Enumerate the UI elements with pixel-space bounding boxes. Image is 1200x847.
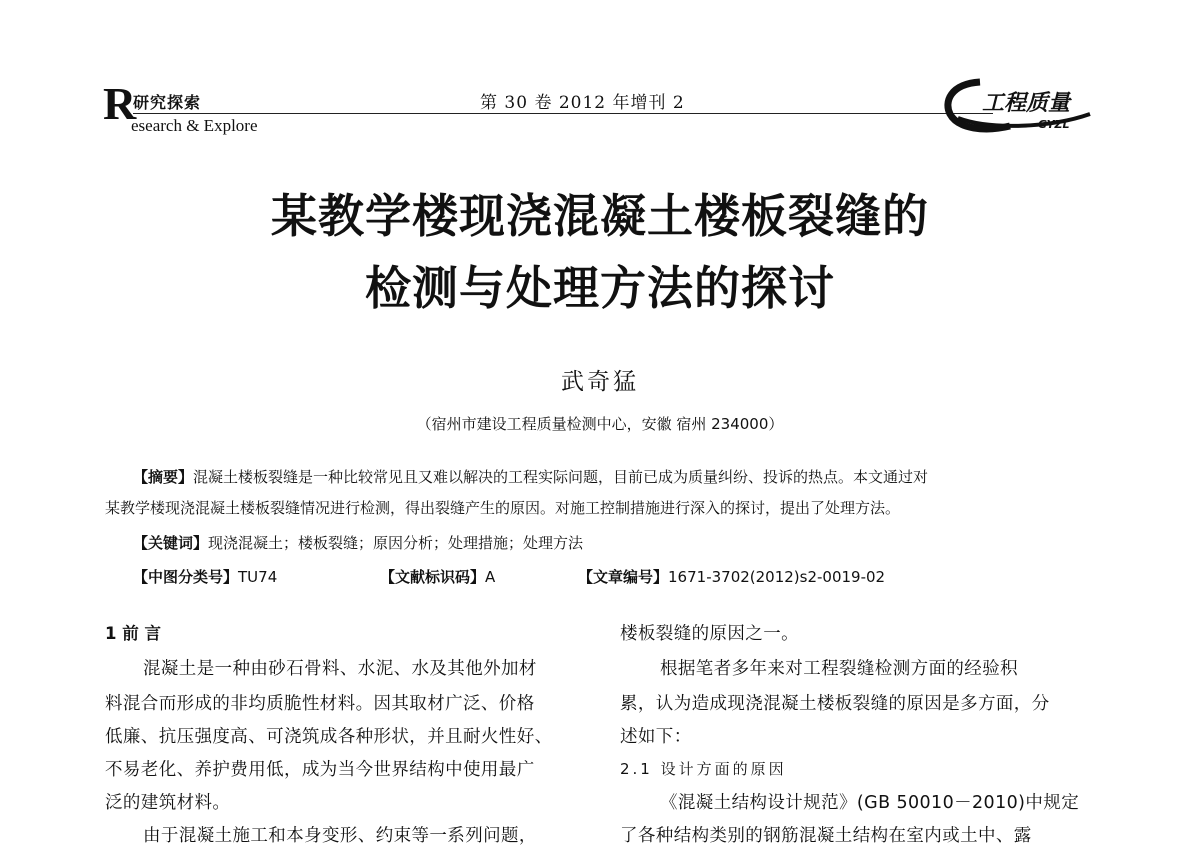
keywords-label: 【关键词】 <box>133 534 209 552</box>
left-col-line: 泛的建筑材料。 <box>105 793 231 813</box>
author-affiliation: （宿州市建设工程质量检测中心，安徽 宿州 234000） <box>416 415 784 433</box>
doc-code-value: A <box>485 568 496 586</box>
abstract-text-1: 混凝土楼板裂缝是一种比较常见且又难以解决的工程实际问题，目前已成为质量纠纷、投诉的热点。本文通过对 <box>193 468 929 486</box>
author-name: 武奇猛 <box>561 369 639 395</box>
abstract-line-1 <box>133 466 928 487</box>
clc-label: 【中图分类号】 <box>133 568 239 586</box>
article-number-value: 1671-3702(2012)s2-0019-02 <box>668 568 886 586</box>
abstract-label: 【摘要】 <box>133 468 194 486</box>
left-col-line: 由于混凝土施工和本身变形、约束等一系列问题， <box>143 826 537 846</box>
right-col-line: 根据笔者多年来对工程裂缝检测方面的经验积 <box>660 659 1018 679</box>
clc-value: TU74 <box>238 568 278 586</box>
article-number-label: 【文章编号】 <box>578 568 669 586</box>
header-rule <box>133 113 993 114</box>
left-col-line: 不易老化、养护费用低，成为当今世界结构中使用最广 <box>105 760 535 780</box>
column-name-cn: 研究探索 <box>133 93 202 112</box>
section-heading-intro: 1 前 言 <box>105 624 161 643</box>
issue-info: 第 30 卷 2012 年增刊 2 <box>480 93 685 113</box>
keywords-line <box>133 532 583 553</box>
article-number-line <box>578 566 885 587</box>
left-col-line: 料混合而形成的非均质脆性材料。因其取材广泛、价格 <box>105 694 535 714</box>
left-col-line: 混凝土是一种由砂石骨料、水泥、水及其他外加材 <box>143 659 537 679</box>
column-logo-letter: R <box>103 78 137 129</box>
keywords-value: 现浇混凝土；楼板裂缝；原因分析；处理措施；处理方法 <box>208 534 584 552</box>
journal-logo <box>940 74 1100 136</box>
journal-logo-sub: GYZL <box>1038 118 1070 131</box>
column-name-en: esearch & Explore <box>131 116 258 135</box>
right-col-line: 楼板裂缝的原因之一。 <box>620 624 799 644</box>
right-col-line: 《混凝土结构设计规范》(GB 50010－2010)中规定 <box>660 793 1080 813</box>
doc-code-label: 【文献标识码】 <box>380 568 486 586</box>
subsection-heading-design: 2.1 设计方面的原因 <box>620 760 787 778</box>
journal-logo-text: 工程质量 <box>982 91 1071 116</box>
doc-code-line <box>380 566 495 587</box>
clc-line <box>133 566 277 587</box>
left-col-line: 低廉、抗压强度高、可浇筑成各种形状，并且耐火性好、 <box>105 727 553 747</box>
right-col-line: 述如下： <box>620 727 692 747</box>
article-title-line-2: 检测与处理方法的探讨 <box>365 261 835 315</box>
right-col-line: 累，认为造成现浇混凝土楼板裂缝的原因是多方面，分 <box>620 694 1050 714</box>
article-title-line-1: 某教学楼现浇混凝土楼板裂缝的 <box>271 189 929 243</box>
right-col-line: 了各种结构类别的钢筋混凝土结构在室内或土中、露 <box>620 826 1032 846</box>
abstract-line-2: 某教学楼现浇混凝土楼板裂缝情况进行检测，得出裂缝产生的原因。对施工控制措施进行深入的探讨，提出了处理方法。 <box>105 499 901 517</box>
